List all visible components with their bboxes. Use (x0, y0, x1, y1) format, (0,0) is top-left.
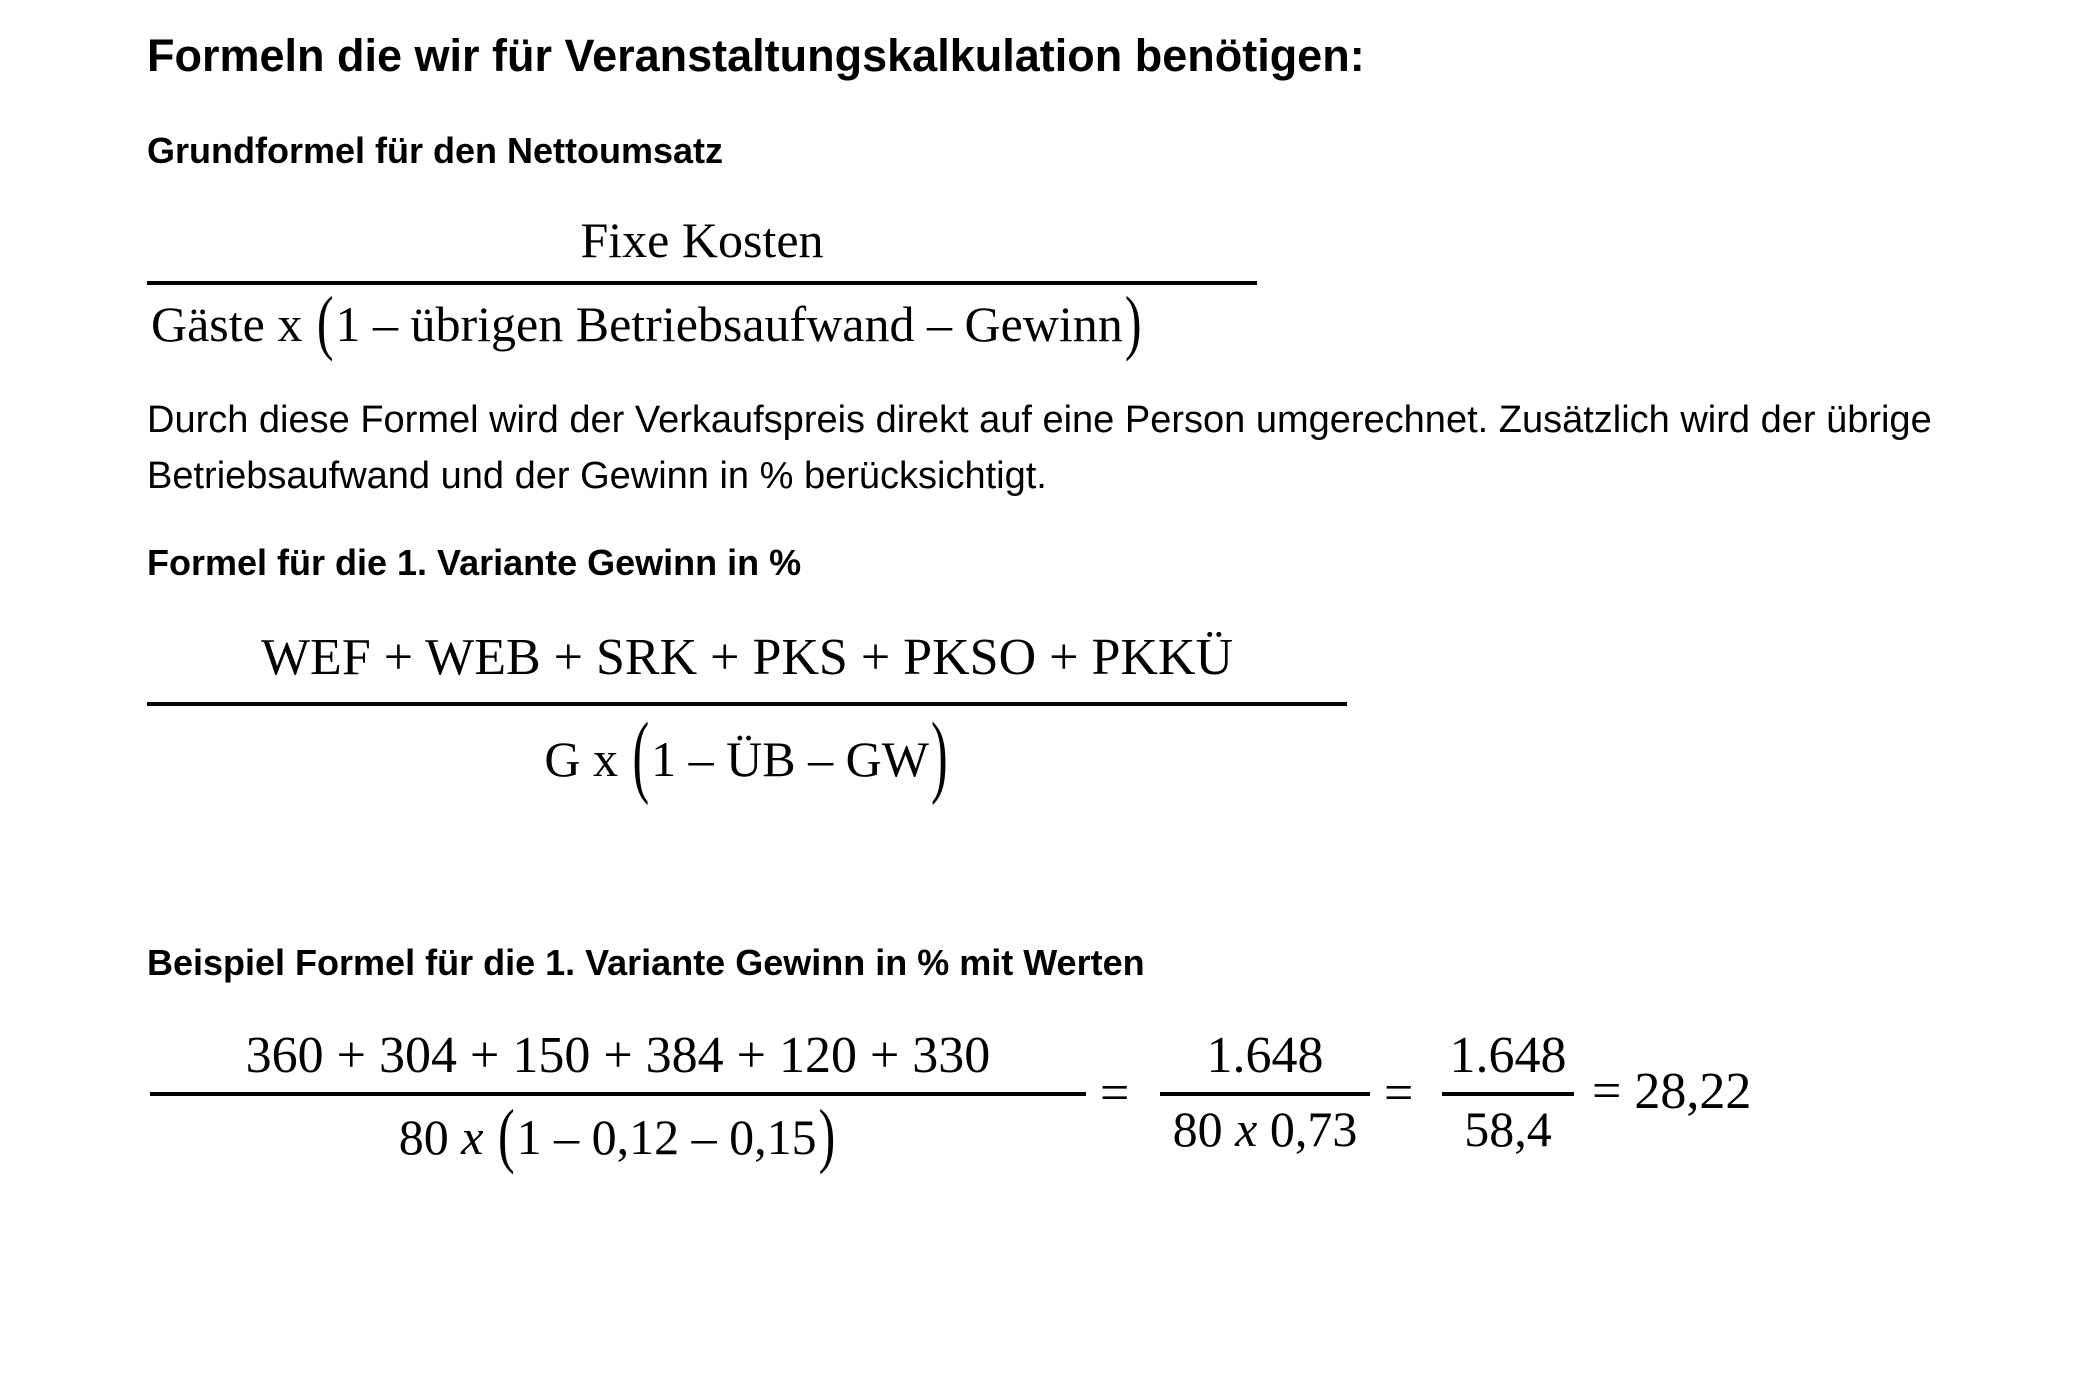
formula-variante-1 (147, 628, 1347, 828)
equals-sign-2: = (1384, 1065, 1414, 1122)
fraction-denominator: 58,4 (1464, 1101, 1552, 1157)
formula-numerator: WEF + WEB + SRK + PKS + PKSO + PKKÜ (260, 629, 1234, 686)
fraction-bar (1442, 1092, 1574, 1096)
section-heading-beispiel: Beispiel Formel für die 1. Variante Gewinn in % mit Werten (147, 942, 1145, 983)
fraction-bar (150, 1092, 1086, 1096)
section-heading-nettoumsatz: Grundformel für den Nettoumsatz (147, 130, 724, 171)
formula-nettoumsatz (147, 205, 1257, 365)
den-operator: x (461, 1109, 484, 1165)
den-inner: 1 – 0,12 – 0,15 (516, 1109, 817, 1165)
den-factor: 80 (398, 1109, 449, 1165)
left-paren: ( (632, 702, 650, 806)
page-title: Formeln die wir für Veranstaltungskalkulation benötigen: (147, 30, 1365, 81)
description-paragraph: Durch diese Formel wird der Verkaufspreis direkt auf eine Person umgerechnet. Zusätzlich wird der übrige Betriebsaufwand und der Gewinn in % berücksichtigt. (147, 399, 1932, 497)
section-heading-variante-1: Formel für die 1. Variante Gewinn in % (147, 542, 802, 583)
fraction-bar (147, 702, 1347, 706)
example-fraction-2 (1160, 1020, 1370, 1180)
left-paren: ( (497, 1093, 515, 1175)
right-paren: ) (818, 1093, 836, 1175)
formula-numerator: Fixe Kosten (580, 212, 824, 268)
example-fraction-sum (150, 1020, 1086, 1180)
fraction-bar (1160, 1092, 1370, 1096)
equals-sign-1: = (1100, 1065, 1130, 1122)
den-operator: x (1235, 1101, 1258, 1157)
den-inner: 1 – übrigen Betriebsaufwand – Gewinn (335, 296, 1123, 352)
fraction-numerator: 1.648 (1206, 1027, 1324, 1084)
formula-denominator (147, 702, 1347, 806)
fraction-denominator (150, 1093, 1086, 1175)
den-prefix: G x (544, 731, 619, 787)
formula-denominator (151, 280, 1257, 362)
right-paren: ) (1124, 280, 1142, 362)
result-value: = 28,22 (1592, 1063, 1752, 1120)
fraction-bar (147, 281, 1257, 285)
right-paren: ) (930, 702, 948, 806)
left-paren: ( (316, 280, 334, 362)
fraction-denominator (1160, 1100, 1370, 1158)
den-factor-2: 0,73 (1269, 1101, 1358, 1157)
den-prefix: Gäste x (151, 296, 303, 352)
den-factor: 80 (1172, 1101, 1223, 1157)
example-fraction-3 (1442, 1020, 1574, 1180)
fraction-numerator: 360 + 304 + 150 + 384 + 120 + 330 (245, 1027, 991, 1084)
fraction-numerator: 1.648 (1449, 1027, 1567, 1084)
den-inner: 1 – ÜB – GW (651, 731, 929, 787)
